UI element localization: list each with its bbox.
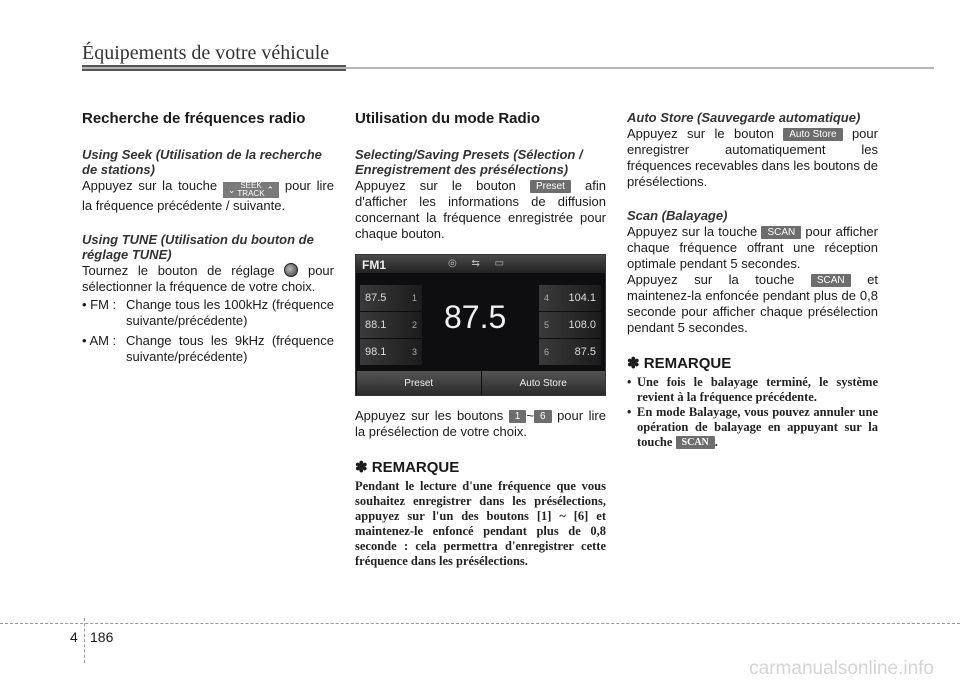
subheading-tune: Using TUNE (Utilisation du bouton de réglage TUNE) xyxy=(82,232,314,262)
seek-track-button: ⌄ SEEK TRACK ⌃ xyxy=(223,182,279,198)
section-heading-radio-mode: Utilisation du mode Radio xyxy=(355,110,541,127)
radio-band: FM1 xyxy=(362,258,386,272)
column-1 xyxy=(82,110,334,369)
subheading-scan: Scan (Balayage) xyxy=(627,208,728,223)
radio-preset-row: 6 87.5 xyxy=(539,339,601,365)
subheading-presets: Selecting/Saving Presets (Sélection / Enregistrement des présélections) xyxy=(355,147,583,177)
tune-knob-icon xyxy=(284,263,298,277)
radio-autostore-soft-button: Auto Store xyxy=(481,371,606,395)
radio-preset-row: 87.5 1 xyxy=(360,285,422,311)
preset-1-button-label: 1 xyxy=(509,410,527,423)
column-2 xyxy=(355,110,606,569)
remark-text: Pendant le lecture d'une fréquence que vous souhaitez enregistrer dans les présélections, appuyez sur l'un des boutons [1] ~ [6] et maintenez-le enfoncé pendant plus de 0,8 seconde : cela permettra d'enregistrer cette fréquence dans les présélections. xyxy=(355,479,606,568)
paragraph-select-preset: Appuyez sur les boutons 1 ~ 6 pour lire la présélection de votre choix. xyxy=(355,408,606,439)
radio-preset-row: 88.1 2 xyxy=(360,312,422,338)
list-item: • FM : Change tous les 100kHz (fréquence suivante/précédente) xyxy=(82,297,334,328)
footer-rule xyxy=(0,623,960,624)
list-item: • En mode Balayage, vous pouvez annuler une opération de balayage en appuyant sur la touche SCAN . xyxy=(627,405,878,449)
subheading-seek: Using Seek (Utilisation de la recherche de stations) xyxy=(82,147,322,177)
paragraph-scan-2: Appuyez sur la touche SCAN et maintenez-la enfoncée pendant plus de 0,8 seconde pour afficher chaque présélection pendant 5 secondes. xyxy=(627,272,878,335)
paragraph-autostore: Appuyez sur le bouton Auto Store pour enregistrer automatiquement les fréquences recevables dans les boutons de présélections. xyxy=(627,126,878,189)
band-step-list xyxy=(82,297,334,365)
column-3 xyxy=(627,110,878,450)
radio-preset-row: 5 108.0 xyxy=(539,312,601,338)
radio-preset-soft-button: Preset xyxy=(356,371,481,395)
watermark: carmanualsonline.info xyxy=(749,658,934,679)
radio-status-icons: ◎ ⇆ ▭ xyxy=(448,258,511,269)
paragraph-seek: Appuyez sur la touche ⌄ SEEK TRACK ⌃ pour lire la fréquence précédente / suivante. xyxy=(82,178,334,213)
radio-bottom-bar xyxy=(356,371,605,395)
list-item: • Une fois le balayage terminé, le système revient à la fréquence précédente. xyxy=(627,375,878,404)
radio-screen-image xyxy=(355,254,606,396)
page-header-title: Équipements de votre véhicule xyxy=(82,42,330,64)
radio-preset-row: 98.1 3 xyxy=(360,339,422,365)
section-heading-search: Recherche de fréquences radio xyxy=(82,110,306,127)
radio-right-presets xyxy=(539,285,601,366)
page-number: 186 xyxy=(90,629,114,645)
paragraph-scan-1: Appuyez sur la touche SCAN pour afficher chaque fréquence offrant une réception optimale pendant 5 secondes. xyxy=(627,224,878,271)
scan-button-label: SCAN xyxy=(676,436,715,449)
preset-6-button-label: 6 xyxy=(534,410,552,423)
chevron-down-icon: ⌄ xyxy=(227,185,236,195)
scan-button-label: SCAN xyxy=(761,226,801,239)
header-rule xyxy=(82,67,934,69)
preset-button-label: Preset xyxy=(530,180,571,193)
radio-left-presets xyxy=(360,285,422,366)
paragraph-presets: Appuyez sur le bouton Preset afin d'afficher les informations de diffusion concernant la fréquence enregistrée pour chaque bouton. xyxy=(355,178,606,241)
list-item: • AM : Change tous les 9kHz (fréquence suivante/précédente) xyxy=(82,333,334,364)
remark-title: ✽ REMARQUE xyxy=(627,355,732,372)
remark-list xyxy=(627,375,878,450)
autostore-button-label: Auto Store xyxy=(783,128,842,141)
chevron-up-icon: ⌃ xyxy=(266,185,275,195)
scan-button-label: SCAN xyxy=(811,274,851,287)
chapter-number: 4 xyxy=(70,629,78,645)
remark-title: ✽ REMARQUE xyxy=(355,459,460,476)
subheading-autostore: Auto Store (Sauvegarde automatique) xyxy=(627,110,861,125)
footer-divider xyxy=(84,618,85,663)
paragraph-tune: Tournez le bouton de réglage pour sélectionner la fréquence de votre choix. xyxy=(82,263,334,294)
radio-frequency: 87.5 xyxy=(444,299,507,335)
radio-preset-row: 4 104.1 xyxy=(539,285,601,311)
